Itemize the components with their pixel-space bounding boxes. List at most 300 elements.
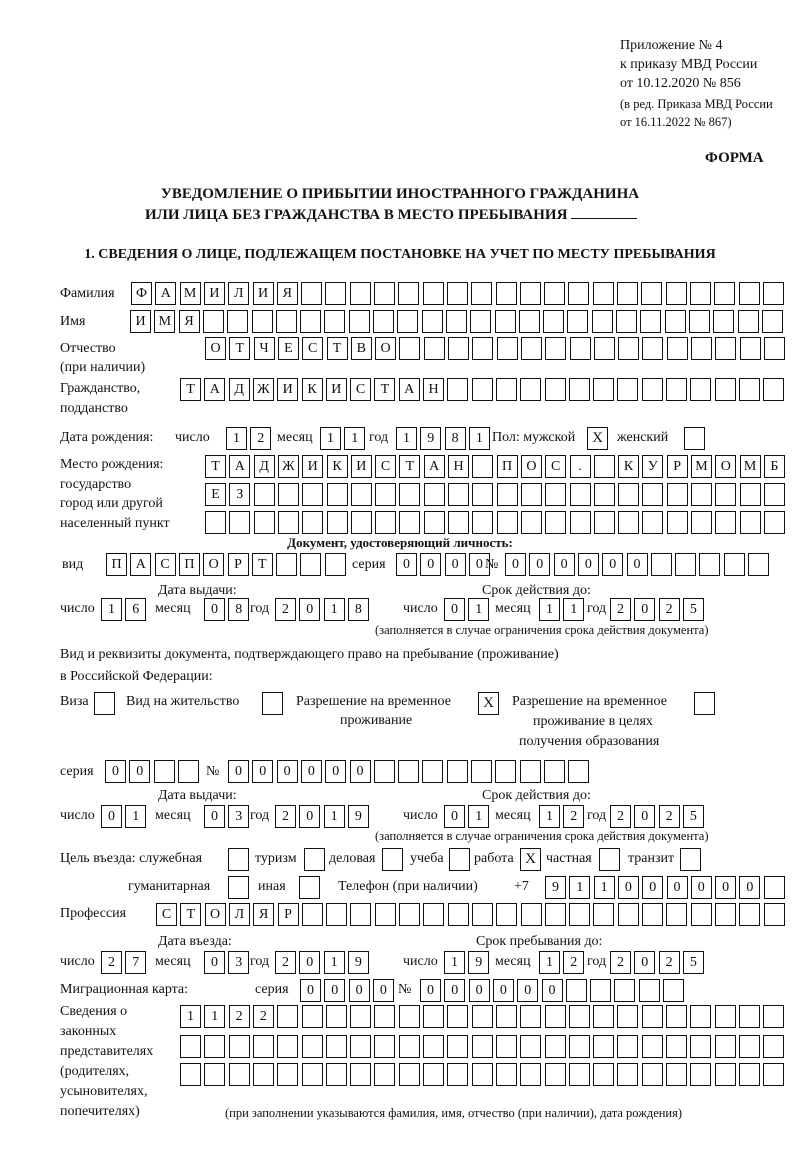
- char-box[interactable]: [617, 1035, 638, 1058]
- char-box[interactable]: Ч: [254, 337, 275, 360]
- char-box[interactable]: 0: [715, 876, 736, 899]
- char-box[interactable]: [739, 378, 760, 401]
- char-box[interactable]: 0: [349, 979, 370, 1002]
- char-box[interactable]: [642, 1005, 663, 1028]
- char-box[interactable]: [276, 553, 297, 576]
- char-box[interactable]: Т: [229, 337, 250, 360]
- char-box[interactable]: 1: [539, 805, 560, 828]
- char-box[interactable]: [253, 1063, 274, 1086]
- char-box[interactable]: [447, 1005, 468, 1028]
- char-box[interactable]: [423, 1063, 444, 1086]
- char-box[interactable]: 0: [642, 876, 663, 899]
- char-box[interactable]: [748, 553, 769, 576]
- char-box[interactable]: [300, 553, 321, 576]
- char-box[interactable]: 2: [659, 598, 680, 621]
- char-box[interactable]: [204, 1035, 225, 1058]
- char-box[interactable]: 0: [300, 979, 321, 1002]
- char-box[interactable]: С: [156, 903, 177, 926]
- char-box[interactable]: [567, 310, 588, 333]
- char-box[interactable]: 0: [420, 979, 441, 1002]
- char-box[interactable]: Т: [399, 455, 420, 478]
- char-box[interactable]: [423, 1035, 444, 1058]
- char-box[interactable]: [740, 483, 761, 506]
- char-box[interactable]: 0: [469, 553, 490, 576]
- char-box[interactable]: [497, 337, 518, 360]
- char-box[interactable]: 1: [226, 427, 247, 450]
- char-box[interactable]: [496, 1005, 517, 1028]
- char-box[interactable]: 0: [542, 979, 563, 1002]
- char-box[interactable]: 1: [101, 598, 122, 621]
- char-box[interactable]: [738, 310, 759, 333]
- char-box[interactable]: [545, 378, 566, 401]
- char-box[interactable]: К: [618, 455, 639, 478]
- char-box[interactable]: 0: [350, 760, 371, 783]
- char-box[interactable]: [690, 1035, 711, 1058]
- char-box[interactable]: 1: [539, 598, 560, 621]
- char-box[interactable]: [302, 483, 323, 506]
- char-box[interactable]: [618, 903, 639, 926]
- char-box[interactable]: [594, 455, 615, 478]
- char-box[interactable]: 0: [101, 805, 122, 828]
- char-box[interactable]: [399, 483, 420, 506]
- char-box[interactable]: [691, 511, 712, 534]
- char-box[interactable]: [666, 1005, 687, 1028]
- char-box[interactable]: 0: [667, 876, 688, 899]
- char-box[interactable]: [254, 483, 275, 506]
- char-box[interactable]: [399, 1063, 420, 1086]
- char-box[interactable]: 0: [277, 760, 298, 783]
- char-box[interactable]: [764, 876, 785, 899]
- char-box[interactable]: [399, 903, 420, 926]
- char-box[interactable]: [521, 511, 542, 534]
- char-box[interactable]: [375, 511, 396, 534]
- char-box[interactable]: [496, 282, 517, 305]
- char-box[interactable]: О: [715, 455, 736, 478]
- char-box[interactable]: [566, 979, 587, 1002]
- char-box[interactable]: [326, 903, 347, 926]
- char-box[interactable]: [374, 282, 395, 305]
- char-box[interactable]: 1: [204, 1005, 225, 1028]
- char-box[interactable]: Л: [229, 903, 250, 926]
- char-box[interactable]: [423, 1005, 444, 1028]
- char-box[interactable]: П: [179, 553, 200, 576]
- char-box[interactable]: Т: [374, 378, 395, 401]
- char-box[interactable]: [594, 511, 615, 534]
- char-box[interactable]: Б: [764, 455, 785, 478]
- char-box[interactable]: 0: [554, 553, 575, 576]
- char-box[interactable]: [374, 760, 395, 783]
- char-box[interactable]: [651, 553, 672, 576]
- char-box[interactable]: [568, 282, 589, 305]
- char-box[interactable]: [763, 1063, 784, 1086]
- trp-checkbox[interactable]: X: [478, 692, 499, 715]
- char-box[interactable]: 1: [594, 876, 615, 899]
- char-box[interactable]: [471, 760, 492, 783]
- char-box[interactable]: [519, 310, 540, 333]
- char-box[interactable]: [472, 455, 493, 478]
- char-box[interactable]: [715, 483, 736, 506]
- char-box[interactable]: А: [424, 455, 445, 478]
- char-box[interactable]: [593, 378, 614, 401]
- char-box[interactable]: [593, 1005, 614, 1028]
- char-box[interactable]: [544, 282, 565, 305]
- char-box[interactable]: 1: [344, 427, 365, 450]
- char-box[interactable]: [520, 282, 541, 305]
- char-box[interactable]: [496, 903, 517, 926]
- char-box[interactable]: Д: [254, 455, 275, 478]
- char-box[interactable]: 1: [468, 598, 489, 621]
- char-box[interactable]: 0: [505, 553, 526, 576]
- char-box[interactable]: [642, 378, 663, 401]
- char-box[interactable]: 0: [396, 553, 417, 576]
- char-box[interactable]: [374, 1063, 395, 1086]
- char-box[interactable]: [764, 903, 785, 926]
- char-box[interactable]: [545, 1035, 566, 1058]
- char-box[interactable]: 0: [299, 805, 320, 828]
- char-box[interactable]: А: [204, 378, 225, 401]
- char-box[interactable]: [714, 282, 735, 305]
- char-box[interactable]: 1: [444, 951, 465, 974]
- char-box[interactable]: [424, 483, 445, 506]
- char-box[interactable]: [666, 282, 687, 305]
- char-box[interactable]: [740, 511, 761, 534]
- purpose-business-checkbox[interactable]: [382, 848, 403, 871]
- char-box[interactable]: [764, 511, 785, 534]
- char-box[interactable]: [424, 511, 445, 534]
- char-box[interactable]: 0: [420, 553, 441, 576]
- char-box[interactable]: [763, 378, 784, 401]
- char-box[interactable]: [739, 1035, 760, 1058]
- char-box[interactable]: [763, 1035, 784, 1058]
- char-box[interactable]: [545, 1005, 566, 1028]
- char-box[interactable]: [398, 282, 419, 305]
- char-box[interactable]: 0: [739, 876, 760, 899]
- char-box[interactable]: 6: [125, 598, 146, 621]
- char-box[interactable]: 5: [683, 951, 704, 974]
- char-box[interactable]: 0: [444, 598, 465, 621]
- char-box[interactable]: [642, 1035, 663, 1058]
- char-box[interactable]: П: [106, 553, 127, 576]
- char-box[interactable]: [570, 483, 591, 506]
- char-box[interactable]: [350, 1005, 371, 1028]
- char-box[interactable]: 2: [610, 598, 631, 621]
- char-box[interactable]: И: [351, 455, 372, 478]
- char-box[interactable]: [666, 378, 687, 401]
- char-box[interactable]: [373, 310, 394, 333]
- char-box[interactable]: [545, 1063, 566, 1086]
- char-box[interactable]: [374, 1005, 395, 1028]
- char-box[interactable]: [715, 337, 736, 360]
- char-box[interactable]: Р: [228, 553, 249, 576]
- char-box[interactable]: [327, 511, 348, 534]
- char-box[interactable]: [545, 337, 566, 360]
- char-box[interactable]: С: [302, 337, 323, 360]
- char-box[interactable]: [739, 1005, 760, 1028]
- char-box[interactable]: 1: [324, 951, 345, 974]
- char-box[interactable]: [568, 760, 589, 783]
- purpose-work-checkbox[interactable]: X: [520, 848, 541, 871]
- char-box[interactable]: [350, 1035, 371, 1058]
- char-box[interactable]: [327, 483, 348, 506]
- char-box[interactable]: [616, 310, 637, 333]
- char-box[interactable]: 1: [469, 427, 490, 450]
- purpose-study-checkbox[interactable]: [449, 848, 470, 871]
- char-box[interactable]: [472, 1035, 493, 1058]
- char-box[interactable]: [763, 1005, 784, 1028]
- char-box[interactable]: [472, 1005, 493, 1028]
- char-box[interactable]: 9: [468, 951, 489, 974]
- char-box[interactable]: [715, 903, 736, 926]
- char-box[interactable]: 2: [610, 805, 631, 828]
- char-box[interactable]: [521, 903, 542, 926]
- residence-permit-checkbox[interactable]: [262, 692, 283, 715]
- char-box[interactable]: [374, 1035, 395, 1058]
- char-box[interactable]: 1: [539, 951, 560, 974]
- char-box[interactable]: 1: [563, 598, 584, 621]
- char-box[interactable]: 5: [683, 805, 704, 828]
- char-box[interactable]: А: [155, 282, 176, 305]
- char-box[interactable]: [521, 337, 542, 360]
- char-box[interactable]: 8: [445, 427, 466, 450]
- char-box[interactable]: О: [203, 553, 224, 576]
- char-box[interactable]: 2: [610, 951, 631, 974]
- char-box[interactable]: И: [302, 455, 323, 478]
- char-box[interactable]: О: [375, 337, 396, 360]
- char-box[interactable]: А: [399, 378, 420, 401]
- char-box[interactable]: О: [521, 455, 542, 478]
- char-box[interactable]: [617, 1005, 638, 1028]
- char-box[interactable]: 5: [683, 598, 704, 621]
- purpose-tourism-checkbox[interactable]: [304, 848, 325, 871]
- char-box[interactable]: [690, 378, 711, 401]
- char-box[interactable]: [349, 310, 370, 333]
- char-box[interactable]: Н: [448, 455, 469, 478]
- char-box[interactable]: [496, 1035, 517, 1058]
- char-box[interactable]: Я: [179, 310, 200, 333]
- char-box[interactable]: [570, 511, 591, 534]
- char-box[interactable]: [350, 1063, 371, 1086]
- char-box[interactable]: 0: [634, 598, 655, 621]
- char-box[interactable]: 2: [253, 1005, 274, 1028]
- char-box[interactable]: 2: [659, 805, 680, 828]
- char-box[interactable]: 9: [348, 805, 369, 828]
- char-box[interactable]: Я: [277, 282, 298, 305]
- char-box[interactable]: 0: [691, 876, 712, 899]
- char-box[interactable]: [351, 483, 372, 506]
- char-box[interactable]: 0: [324, 979, 345, 1002]
- char-box[interactable]: [472, 1063, 493, 1086]
- char-box[interactable]: [447, 378, 468, 401]
- char-box[interactable]: [277, 1005, 298, 1028]
- char-box[interactable]: 3: [228, 951, 249, 974]
- char-box[interactable]: [399, 1005, 420, 1028]
- char-box[interactable]: 0: [299, 598, 320, 621]
- char-box[interactable]: 0: [493, 979, 514, 1002]
- char-box[interactable]: [495, 310, 516, 333]
- char-box[interactable]: 0: [252, 760, 273, 783]
- char-box[interactable]: [569, 378, 590, 401]
- char-box[interactable]: [713, 310, 734, 333]
- char-box[interactable]: А: [130, 553, 151, 576]
- char-box[interactable]: [592, 310, 613, 333]
- place-blank[interactable]: [571, 218, 637, 219]
- char-box[interactable]: [521, 483, 542, 506]
- char-box[interactable]: [350, 282, 371, 305]
- char-box[interactable]: Р: [278, 903, 299, 926]
- char-box[interactable]: [739, 282, 760, 305]
- char-box[interactable]: 0: [469, 979, 490, 1002]
- char-box[interactable]: [154, 760, 175, 783]
- char-box[interactable]: [691, 903, 712, 926]
- char-box[interactable]: В: [351, 337, 372, 360]
- char-box[interactable]: [675, 553, 696, 576]
- char-box[interactable]: [763, 282, 784, 305]
- char-box[interactable]: [641, 282, 662, 305]
- char-box[interactable]: [691, 337, 712, 360]
- char-box[interactable]: 0: [105, 760, 126, 783]
- char-box[interactable]: [593, 903, 614, 926]
- char-box[interactable]: [472, 337, 493, 360]
- char-box[interactable]: 9: [420, 427, 441, 450]
- char-box[interactable]: Л: [228, 282, 249, 305]
- char-box[interactable]: О: [205, 903, 226, 926]
- char-box[interactable]: [667, 483, 688, 506]
- char-box[interactable]: 0: [618, 876, 639, 899]
- char-box[interactable]: [178, 760, 199, 783]
- char-box[interactable]: Т: [252, 553, 273, 576]
- char-box[interactable]: М: [180, 282, 201, 305]
- char-box[interactable]: 1: [324, 805, 345, 828]
- char-box[interactable]: [642, 337, 663, 360]
- char-box[interactable]: [448, 483, 469, 506]
- char-box[interactable]: Т: [180, 378, 201, 401]
- char-box[interactable]: С: [155, 553, 176, 576]
- char-box[interactable]: [545, 903, 566, 926]
- char-box[interactable]: [570, 337, 591, 360]
- char-box[interactable]: [520, 1035, 541, 1058]
- char-box[interactable]: [593, 1035, 614, 1058]
- char-box[interactable]: [569, 1063, 590, 1086]
- char-box[interactable]: Ж: [253, 378, 274, 401]
- purpose-humanitarian-checkbox[interactable]: [228, 876, 249, 899]
- char-box[interactable]: [204, 1063, 225, 1086]
- char-box[interactable]: 9: [545, 876, 566, 899]
- char-box[interactable]: 2: [275, 951, 296, 974]
- char-box[interactable]: И: [326, 378, 347, 401]
- char-box[interactable]: [690, 1063, 711, 1086]
- char-box[interactable]: [520, 760, 541, 783]
- char-box[interactable]: [665, 310, 686, 333]
- trp-education-checkbox[interactable]: [694, 692, 715, 715]
- char-box[interactable]: 0: [578, 553, 599, 576]
- char-box[interactable]: 8: [348, 598, 369, 621]
- char-box[interactable]: [300, 310, 321, 333]
- char-box[interactable]: [715, 511, 736, 534]
- char-box[interactable]: [180, 1063, 201, 1086]
- char-box[interactable]: [691, 483, 712, 506]
- char-box[interactable]: 0: [634, 951, 655, 974]
- sex-female-checkbox[interactable]: [684, 427, 705, 450]
- char-box[interactable]: [739, 903, 760, 926]
- char-box[interactable]: [423, 903, 444, 926]
- char-box[interactable]: [350, 903, 371, 926]
- char-box[interactable]: [424, 337, 445, 360]
- char-box[interactable]: [302, 903, 323, 926]
- char-box[interactable]: Д: [229, 378, 250, 401]
- char-box[interactable]: [618, 483, 639, 506]
- char-box[interactable]: [302, 1005, 323, 1028]
- char-box[interactable]: [667, 511, 688, 534]
- char-box[interactable]: [423, 282, 444, 305]
- sex-male-checkbox[interactable]: X: [587, 427, 608, 450]
- char-box[interactable]: [375, 483, 396, 506]
- char-box[interactable]: [278, 511, 299, 534]
- char-box[interactable]: 2: [659, 951, 680, 974]
- char-box[interactable]: [617, 378, 638, 401]
- visa-checkbox[interactable]: [94, 692, 115, 715]
- char-box[interactable]: [545, 483, 566, 506]
- char-box[interactable]: [667, 337, 688, 360]
- char-box[interactable]: [447, 1063, 468, 1086]
- char-box[interactable]: 0: [634, 805, 655, 828]
- char-box[interactable]: [497, 483, 518, 506]
- char-box[interactable]: [545, 511, 566, 534]
- char-box[interactable]: И: [130, 310, 151, 333]
- char-box[interactable]: [495, 760, 516, 783]
- char-box[interactable]: М: [740, 455, 761, 478]
- char-box[interactable]: У: [642, 455, 663, 478]
- char-box[interactable]: [699, 553, 720, 576]
- char-box[interactable]: Е: [278, 337, 299, 360]
- char-box[interactable]: С: [375, 455, 396, 478]
- char-box[interactable]: [471, 282, 492, 305]
- char-box[interactable]: П: [497, 455, 518, 478]
- char-box[interactable]: [614, 979, 635, 1002]
- char-box[interactable]: Ф: [131, 282, 152, 305]
- char-box[interactable]: [325, 282, 346, 305]
- char-box[interactable]: [229, 1035, 250, 1058]
- char-box[interactable]: [639, 979, 660, 1002]
- char-box[interactable]: 0: [325, 760, 346, 783]
- char-box[interactable]: [569, 1035, 590, 1058]
- char-box[interactable]: 0: [299, 951, 320, 974]
- char-box[interactable]: [520, 378, 541, 401]
- char-box[interactable]: [590, 979, 611, 1002]
- char-box[interactable]: [447, 1035, 468, 1058]
- char-box[interactable]: Т: [327, 337, 348, 360]
- char-box[interactable]: 1: [180, 1005, 201, 1028]
- char-box[interactable]: [569, 903, 590, 926]
- char-box[interactable]: [594, 483, 615, 506]
- char-box[interactable]: [302, 1035, 323, 1058]
- char-box[interactable]: [715, 1005, 736, 1028]
- char-box[interactable]: [302, 511, 323, 534]
- char-box[interactable]: [666, 903, 687, 926]
- purpose-other-checkbox[interactable]: [299, 876, 320, 899]
- char-box[interactable]: 2: [229, 1005, 250, 1028]
- char-box[interactable]: 0: [228, 760, 249, 783]
- char-box[interactable]: [617, 1063, 638, 1086]
- char-box[interactable]: С: [545, 455, 566, 478]
- char-box[interactable]: [205, 511, 226, 534]
- char-box[interactable]: 0: [602, 553, 623, 576]
- char-box[interactable]: М: [154, 310, 175, 333]
- char-box[interactable]: [594, 337, 615, 360]
- char-box[interactable]: Е: [205, 483, 226, 506]
- char-box[interactable]: [326, 1063, 347, 1086]
- char-box[interactable]: [497, 511, 518, 534]
- char-box[interactable]: 0: [301, 760, 322, 783]
